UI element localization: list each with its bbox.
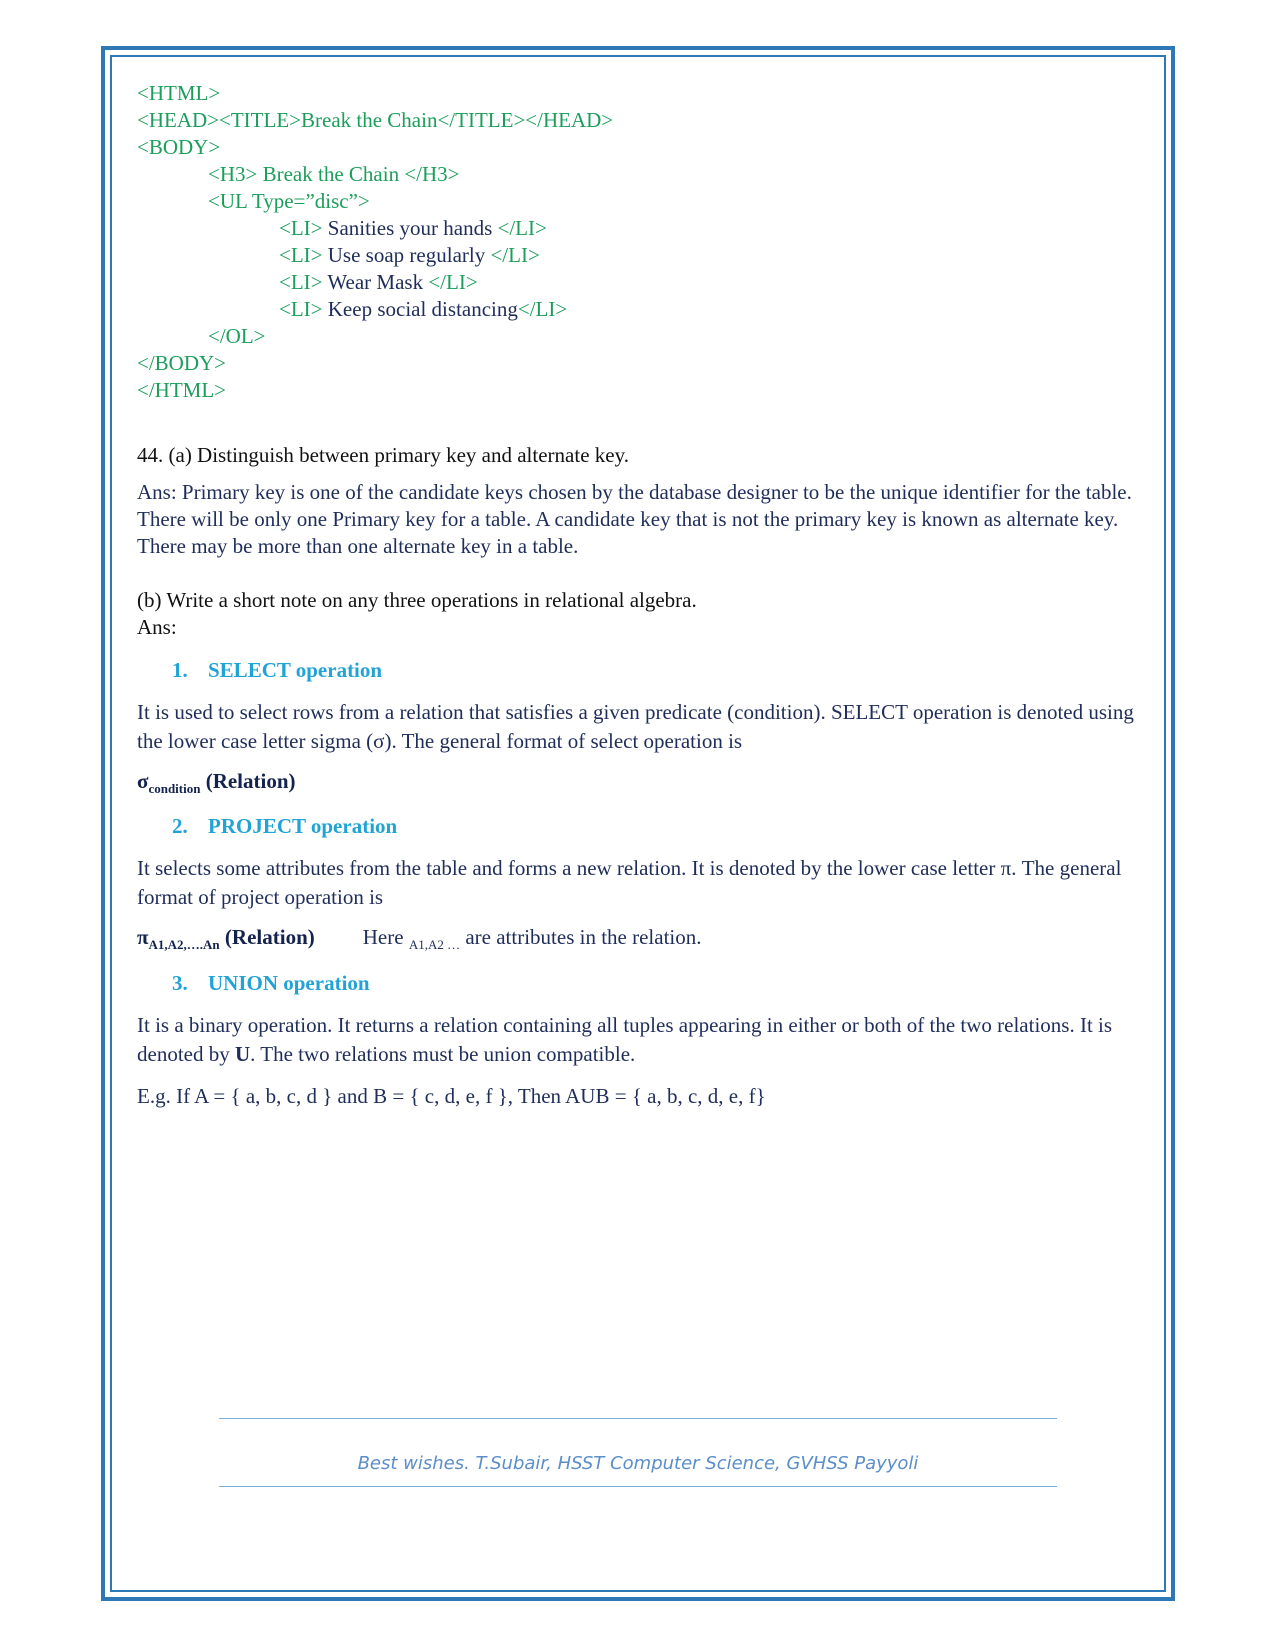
sigma-symbol: σ	[137, 769, 149, 793]
question-44b: (b) Write a short note on any three operations in relational algebra.	[137, 588, 697, 612]
code-html-open: <HTML>	[137, 81, 221, 105]
select-description: It is used to select rows from a relation that satisfies a given predicate (condition). SELECT operation is denoted using the lower case letter sigma (σ). The general format of select operation is	[137, 700, 1134, 753]
code-li-3	[137, 269, 1137, 296]
html-code-block	[137, 80, 1137, 404]
union-example: E.g. If A = { a, b, c, d } and B = { c, d, e, f }, Then AUB = { a, b, c, d, e, f}	[137, 1084, 766, 1109]
li-text: Keep social distancing	[322, 297, 518, 321]
formula-argument: (Relation)	[200, 769, 296, 793]
question-44a: 44. (a) Distinguish between primary key and alternate key.	[137, 443, 629, 467]
li-close-tag: </LI>	[497, 216, 547, 240]
heading-number: 2.	[172, 814, 188, 839]
formula-argument: (Relation)	[219, 925, 315, 950]
li-close-tag: </LI>	[517, 297, 568, 321]
heading-number: 1.	[172, 658, 188, 682]
li-text: Use soap regularly	[322, 243, 491, 267]
project-note	[362, 925, 702, 953]
union-symbol: U	[234, 1042, 251, 1067]
heading-title: UNION operation	[208, 971, 370, 996]
formula-subscript: condition	[148, 781, 201, 797]
li-close-tag: </LI>	[490, 243, 540, 267]
li-open-tag: <LI>	[279, 216, 323, 240]
h3-close-tag: </H3>	[404, 162, 460, 186]
code-ul-open: <UL Type=”disc”>	[208, 189, 370, 213]
project-formula	[137, 923, 1137, 959]
code-li-4	[137, 296, 1137, 323]
note-subscript: A1,A2 …	[408, 937, 461, 953]
note-suffix: are attributes in the relation.	[460, 925, 702, 950]
li-text: Sanities your hands	[322, 216, 498, 240]
heading-project-operation	[137, 813, 1137, 840]
footer-top-rule	[219, 1418, 1057, 1419]
code-ol-close: </OL>	[208, 324, 266, 348]
select-formula	[137, 767, 1137, 803]
li-close-tag: </LI>	[428, 270, 478, 294]
li-open-tag: <LI>	[279, 270, 323, 294]
heading-number: 3.	[172, 971, 188, 996]
code-body-open: <BODY>	[137, 135, 221, 159]
code-h3	[137, 161, 1137, 188]
heading-title: SELECT operation	[208, 658, 383, 682]
li-open-tag: <LI>	[279, 243, 323, 267]
footer-bottom-rule	[219, 1486, 1057, 1487]
note-prefix: Here	[362, 925, 409, 950]
code-li-1	[137, 215, 1137, 242]
union-desc-part1: It is a binary operation. It returns a relation containing all tuples appearing in either or both of the two relations. It is denoted by	[137, 1013, 1113, 1067]
code-body-close: </BODY>	[137, 351, 227, 375]
union-description	[137, 1011, 1137, 1069]
heading-union-operation	[137, 970, 1137, 997]
pi-symbol: π	[137, 925, 149, 950]
page-content	[137, 80, 1137, 1111]
heading-title: PROJECT operation	[208, 814, 398, 839]
li-open-tag: <LI>	[279, 297, 323, 321]
li-text: Wear Mask	[322, 270, 429, 294]
union-desc-part2: . The two relations must be union compatible.	[250, 1042, 636, 1067]
heading-select-operation	[137, 657, 1137, 684]
code-html-close: </HTML>	[137, 378, 227, 402]
code-head: <HEAD><TITLE>Break the Chain</TITLE></HEAD>	[137, 108, 614, 132]
project-description: It selects some attributes from the table and forms a new relation. It is denoted by the lower case letter π. The general format of project operation is	[137, 856, 1122, 910]
code-li-2	[137, 242, 1137, 269]
answer-44a: Ans: Primary key is one of the candidate keys chosen by the database designer to be the unique identifier for the table. There will be only one Primary key for a table. A candidate key that is not the primary key is known as alternate key. There may be more than one alternate key in a table.	[137, 480, 1132, 558]
footer-text: Best wishes. T.Subair, HSST Computer Science, GVHSS Payyoli	[357, 1453, 919, 1474]
answer-44b-label: Ans:	[137, 615, 177, 639]
h3-text: Break the Chain	[257, 162, 405, 186]
h3-open-tag: <H3>	[208, 162, 258, 186]
formula-subscript: A1,A2,….An	[148, 937, 220, 953]
